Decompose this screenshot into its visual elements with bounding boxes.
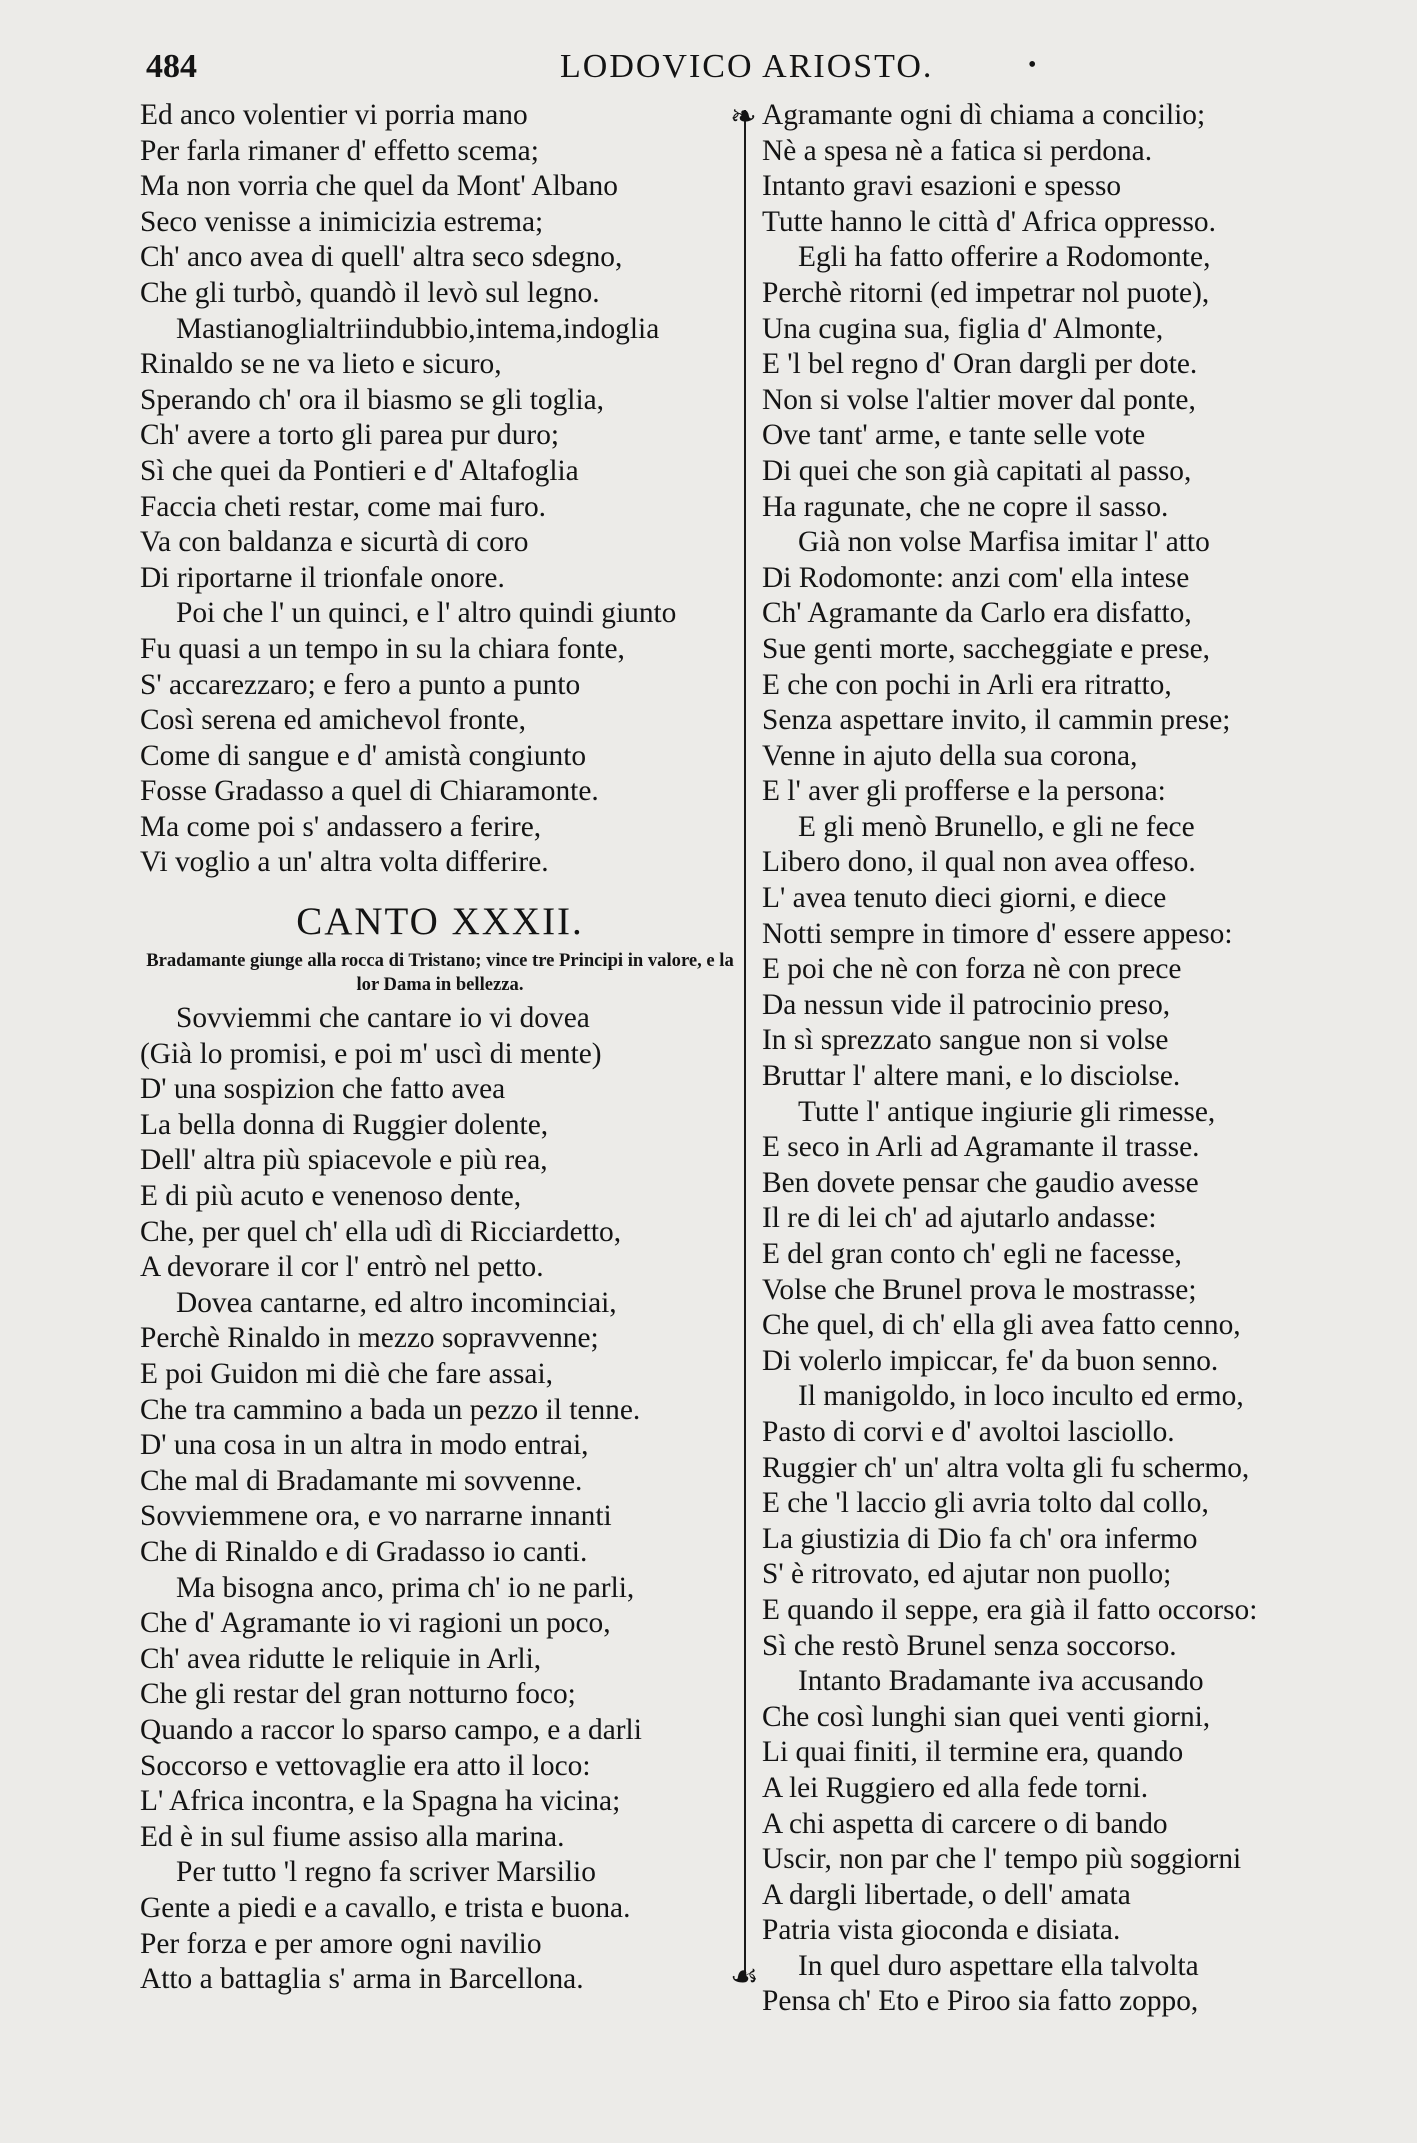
- verse-line: D' una cosa in un altra in modo entrai,: [140, 1429, 589, 1462]
- verse-line: Che gli restar del gran notturno foco;: [140, 1678, 576, 1711]
- verse-line: L' Africa incontra, e la Spagna ha vicina;: [140, 1785, 621, 1818]
- verse-line: Soccorso e vettovaglie era atto il loco:: [140, 1749, 591, 1782]
- canto-title: CANTO XXXII.: [296, 900, 584, 944]
- verse-line: E gli menò Brunello, e gli ne fece: [798, 810, 1195, 843]
- verse-line: Ch' avea ridutte le reliquie in Arli,: [140, 1642, 542, 1675]
- verse-line: A devorare il cor l' entrò nel petto.: [140, 1251, 544, 1284]
- verse-line: Così serena ed amichevol fronte,: [140, 704, 527, 737]
- left-verses-before-canto: [140, 98, 740, 881]
- verse-line: In sì sprezzato sangue non si volse: [762, 1024, 1169, 1057]
- verse-line: Rinaldo se ne va lieto e sicuro,: [140, 348, 502, 381]
- verse-line: Per farla rimaner d' effetto scema;: [140, 134, 539, 167]
- verse-line: Che così lunghi sian quei venti giorni,: [762, 1700, 1211, 1733]
- header-mark: •: [1028, 52, 1037, 78]
- verse-line: Agramante ogni dì chiama a concilio;: [762, 99, 1206, 131]
- column-divider: [744, 110, 746, 1980]
- verse-line: L' avea tenuto dieci giorni, e diece: [762, 882, 1167, 915]
- verse-line: Per tutto 'l regno fa scriver Marsilio: [176, 1856, 596, 1889]
- verse-line: Faccia cheti restar, come mai furo.: [140, 490, 547, 523]
- running-title: LODOVICO ARIOSTO.: [560, 48, 934, 85]
- verse-line: Tutte l' antique ingiurie gli rimesse,: [798, 1095, 1216, 1128]
- verse-line: In quel duro aspettare ella talvolta: [798, 1949, 1199, 1982]
- verse-line: Gente a piedi e a cavallo, e trista e buona.: [140, 1891, 631, 1924]
- verse-line: Uscir, non par che l' tempo più soggiorni: [762, 1843, 1242, 1876]
- verse-line: Di riportarne il trionfale onore.: [140, 561, 505, 594]
- verse-line: Sovviemmi che cantare io vi dovea: [176, 1002, 590, 1035]
- verse-line: Ruggier ch' un' altra volta gli fu schermo,: [762, 1451, 1250, 1484]
- verse-line: Sovviemmene ora, e vo narrarne innanti: [140, 1500, 612, 1533]
- verse-line: Bruttar l' altere mani, e lo disciolse.: [762, 1060, 1181, 1093]
- verse-line: E di più acuto e venenoso dente,: [140, 1180, 522, 1213]
- verse-line: Che d' Agramante io vi ragioni un poco,: [140, 1607, 611, 1640]
- verse-line: Mastianoglialtriindubbio,intema,indoglia: [176, 312, 660, 345]
- verse-line: Patria vista gioconda e disiata.: [762, 1914, 1121, 1947]
- verse-line: Sperando ch' ora il biasmo se gli toglia,: [140, 383, 605, 416]
- ornament-leaf-icon: ☙: [730, 1958, 759, 1994]
- verse-line: Sue genti morte, saccheggiate e prese,: [762, 632, 1211, 665]
- verse-line: Poi che l' un quinci, e l' altro quindi giunto: [176, 597, 677, 630]
- verse-line: E poi che nè con forza nè con prece: [762, 953, 1182, 986]
- verse-line: A dargli libertade, o dell' amata: [762, 1878, 1131, 1911]
- verse-line: Sì che quei da Pontieri e d' Altafoglia: [140, 454, 579, 487]
- verse-line: A lei Ruggiero ed alla fede torni.: [762, 1771, 1149, 1804]
- verse-line: E l' aver gli profferse e la persona:: [762, 775, 1166, 808]
- verse-line: Di Rodomonte: anzi com' ella intese: [762, 561, 1190, 594]
- verse-line: E che 'l laccio gli avria tolto dal collo,: [762, 1487, 1209, 1520]
- verse-line: Una cugina sua, figlia d' Almonte,: [762, 312, 1164, 345]
- verse-line: Ove tant' arme, e tante selle vote: [762, 419, 1146, 452]
- verse-line: E 'l bel regno d' Oran dargli per dote.: [762, 348, 1198, 381]
- verse-line: Come di sangue e d' amistà congiunto: [140, 739, 587, 772]
- verse-line: Il re di lei ch' ad ajutarlo andasse:: [762, 1202, 1157, 1235]
- verse-line: Li quai finiti, il termine era, quando: [762, 1736, 1184, 1769]
- verse-line: Seco venisse a inimicizia estrema;: [140, 205, 544, 238]
- verse-line: E che con pochi in Arli era ritratto,: [762, 668, 1172, 701]
- verse-line: Volse che Brunel prova le mostrasse;: [762, 1273, 1197, 1306]
- verse-line: Perchè ritorni (ed impetrar nol puote),: [762, 276, 1210, 309]
- verse-line: La bella donna di Ruggier dolente,: [140, 1108, 549, 1141]
- verse-line: Che gli turbò, quandò il levò sul legno.: [140, 276, 600, 309]
- verse-line: E poi Guidon mi diè che fare assai,: [140, 1358, 553, 1390]
- verse-line: Il manigoldo, in loco inculto ed ermo,: [798, 1380, 1244, 1413]
- verse-line: Ma come poi s' andassero a ferire,: [140, 810, 542, 843]
- verse-line: D' una sospizion che fatto avea: [140, 1073, 506, 1106]
- verse-line: Ma bisogna anco, prima ch' io ne parli,: [176, 1571, 635, 1604]
- verse-line: Dovea cantarne, ed altro incominciai,: [176, 1286, 617, 1319]
- verse-line: Senza aspettare invito, il cammin prese;: [762, 704, 1231, 737]
- verse-line: Ch' Agramante da Carlo era disfatto,: [762, 597, 1192, 630]
- verse-line: Intanto gravi esazioni e spesso: [762, 170, 1122, 203]
- verse-line: Fosse Gradasso a quel di Chiaramonte.: [140, 775, 599, 808]
- verse-line: Che mal di Bradamante mi sovvenne.: [140, 1464, 583, 1497]
- left-column: [140, 98, 740, 1998]
- verse-line: Nè a spesa nè a fatica si perdona.: [762, 134, 1153, 167]
- verse-line: Perchè Rinaldo in mezzo sopravvenne;: [140, 1322, 599, 1355]
- verse-line: Da nessun vide il patrocinio preso,: [762, 988, 1171, 1021]
- verse-line: S' accarezzaro; e fero a punto a punto: [140, 668, 581, 701]
- verse-line: Pasto di corvi e d' avoltoi lasciollo.: [762, 1415, 1175, 1448]
- verse-line: Già non volse Marfisa imitar l' atto: [798, 526, 1210, 559]
- verse-line: Va con baldanza e sicurtà di coro: [140, 526, 529, 559]
- verse-line: Che di Rinaldo e di Gradasso io canti.: [140, 1535, 588, 1568]
- verse-line: Libero dono, il qual non avea offeso.: [762, 846, 1196, 879]
- verse-line: Tutte hanno le città d' Africa oppresso.: [762, 205, 1216, 238]
- verse-line: (Già lo promisi, e poi m' uscì di mente): [140, 1037, 602, 1070]
- verse-line: Sì che restò Brunel senza soccorso.: [762, 1629, 1177, 1662]
- verse-line: Ch' avere a torto gli parea pur duro;: [140, 419, 560, 452]
- verse-line: Ed anco volentier vi porria mano: [140, 99, 528, 131]
- verse-line: Dell' altra più spiacevole e più rea,: [140, 1144, 548, 1177]
- ornament-leaf-icon: ❧: [730, 98, 757, 134]
- verse-line: Ha ragunate, che ne copre il sasso.: [762, 490, 1169, 523]
- page-number: 484: [146, 48, 197, 85]
- verse-line: Pensa ch' Eto e Piroo sia fatto zoppo,: [762, 1985, 1199, 2018]
- left-verses-after-canto: [140, 1001, 740, 1998]
- verse-line: Intanto Bradamante iva accusando: [798, 1665, 1204, 1698]
- verse-line: Atto a battaglia s' arma in Barcellona.: [140, 1963, 584, 1996]
- verse-line: E del gran conto ch' egli ne facesse,: [762, 1238, 1182, 1270]
- verse-line: E quando il seppe, era già il fatto occorso:: [762, 1593, 1258, 1626]
- right-verses: [762, 98, 1377, 2020]
- verse-line: E seco in Arli ad Agramante il trasse.: [762, 1131, 1200, 1164]
- verse-line: Che, per quel ch' ella udì di Ricciardetto,: [140, 1215, 622, 1248]
- right-column: [762, 98, 1377, 2020]
- verse-line: Che tra cammino a bada un pezzo il tenne.: [140, 1393, 641, 1426]
- verse-line: Egli ha fatto offerire a Rodomonte,: [798, 241, 1211, 274]
- verse-line: Ed è in sul fiume assiso alla marina.: [140, 1820, 565, 1853]
- verse-line: Di volerlo impiccar, fe' da buon senno.: [762, 1344, 1219, 1377]
- verse-line: Ch' anco avea di quell' altra seco sdegno,: [140, 241, 623, 274]
- verse-line: Di quei che son già capitati al passo,: [762, 454, 1192, 487]
- verse-line: A chi aspetta di carcere o di bando: [762, 1807, 1168, 1840]
- verse-line: Quando a raccor lo sparso campo, e a darli: [140, 1713, 642, 1746]
- verse-line: Ma non vorria che quel da Mont' Albano: [140, 170, 618, 203]
- verse-line: Per forza e per amore ogni navilio: [140, 1927, 542, 1960]
- verse-line: Che quel, di ch' ella gli avea fatto cenno,: [762, 1309, 1241, 1342]
- verse-line: Notti sempre in timore d' essere appeso:: [762, 917, 1233, 950]
- verse-line: Vi voglio a un' altra volta differire.: [140, 846, 549, 879]
- verse-line: Venne in ajuto della sua corona,: [762, 739, 1138, 772]
- verse-line: Fu quasi a un tempo in su la chiara fonte,: [140, 632, 625, 665]
- verse-line: Ben dovete pensar che gaudio avesse: [762, 1166, 1199, 1199]
- canto-summary: Bradamante giunge alla rocca di Tristano; vince tre Principi in valore, e la lor Dama in bellezza.: [146, 950, 734, 996]
- verse-line: La giustizia di Dio fa ch' ora infermo: [762, 1522, 1198, 1555]
- verse-line: Non si volse l'altier mover dal ponte,: [762, 383, 1196, 416]
- verse-line: S' è ritrovato, ed ajutar non puollo;: [762, 1558, 1172, 1591]
